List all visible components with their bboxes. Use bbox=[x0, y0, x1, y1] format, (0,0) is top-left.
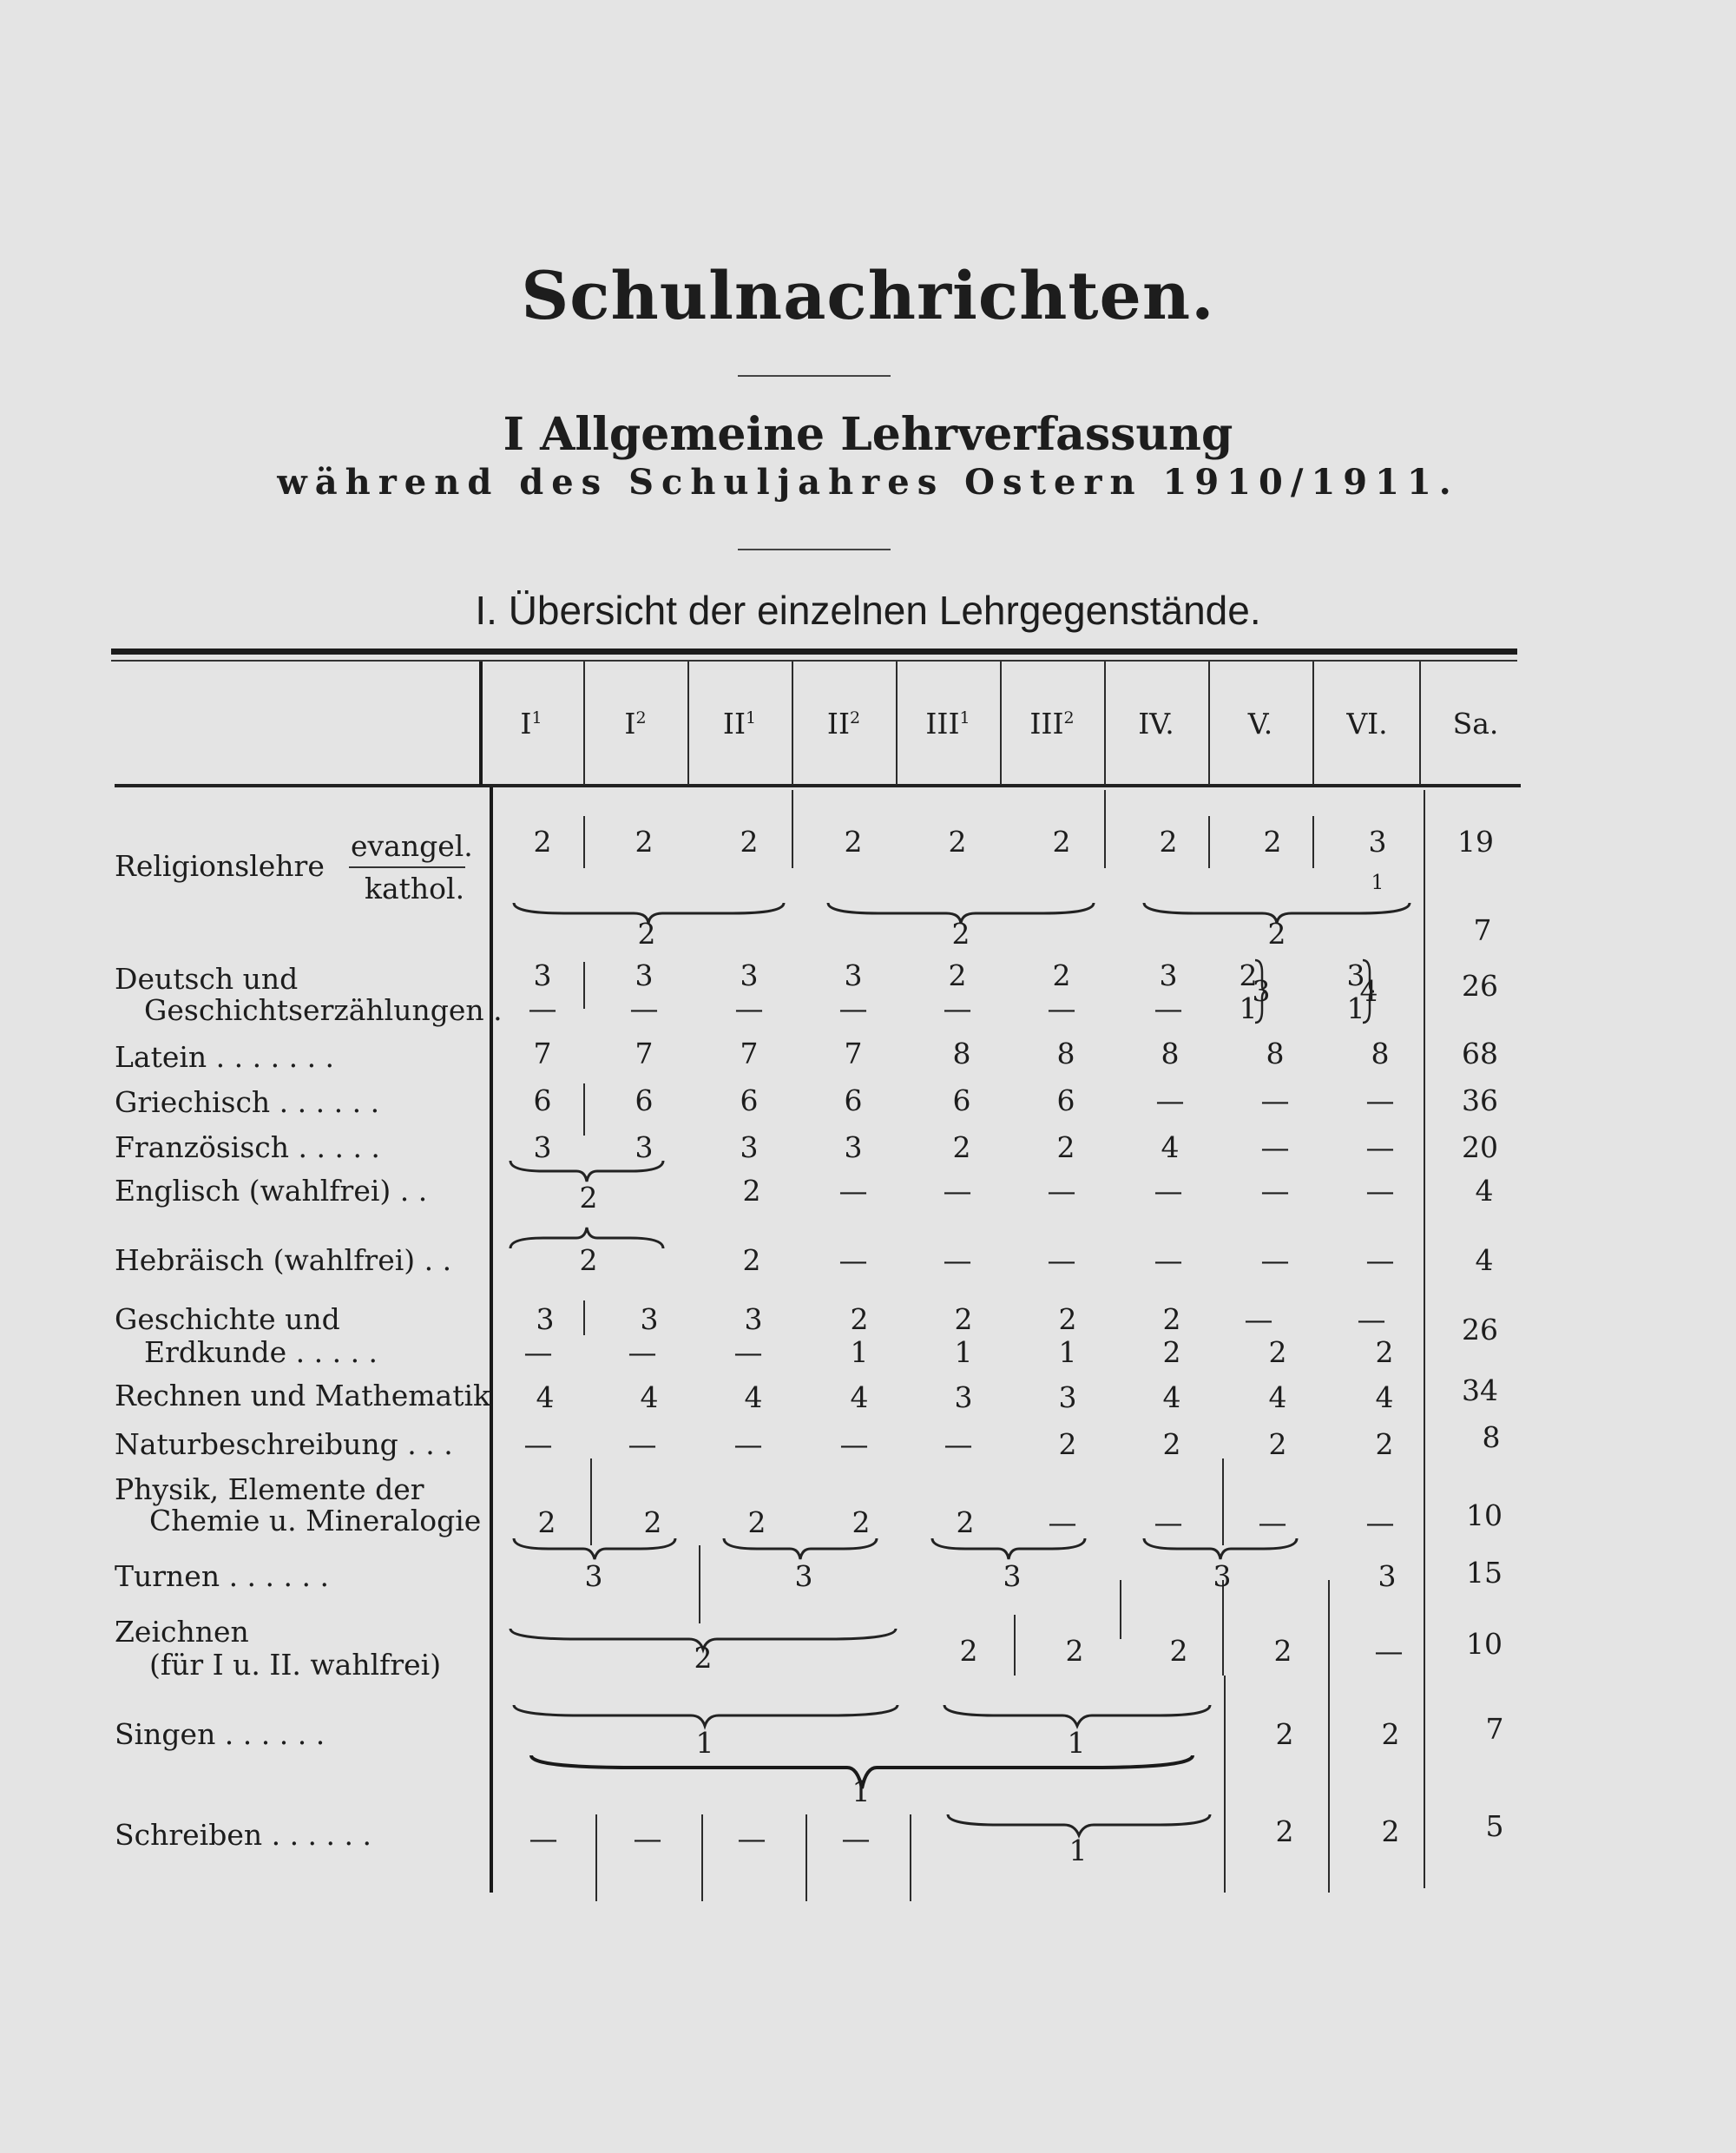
label-natur: Naturbeschreibung . . . bbox=[115, 1427, 453, 1461]
cell-hebraeisch: 2 bbox=[579, 1243, 598, 1277]
cell-englisch: — bbox=[943, 1174, 972, 1208]
cell-franzoesisch: 4 bbox=[1161, 1130, 1180, 1164]
cell-rechnen: 4 bbox=[1375, 1380, 1394, 1414]
cell-deutsch: 3 bbox=[635, 958, 654, 992]
label-deutsch-1: Deutsch und bbox=[115, 962, 299, 996]
label-hebraeisch: Hebräisch (wahlfrei) . . bbox=[115, 1243, 452, 1277]
cell-latein: 8 bbox=[1371, 1037, 1390, 1070]
cell-deutsch: 2 bbox=[1052, 958, 1071, 992]
cell-natur: — bbox=[839, 1427, 869, 1461]
cell-franzoesisch: 3 bbox=[740, 1130, 759, 1164]
cell-deutsch: 3 bbox=[1159, 958, 1178, 992]
cell-religion-ev: 2 bbox=[948, 825, 967, 859]
col-divider bbox=[583, 1300, 585, 1335]
cell-singen: 1 bbox=[695, 1726, 714, 1760]
label-turnen: Turnen . . . . . . bbox=[115, 1559, 329, 1593]
cell-physik: — bbox=[1048, 1505, 1077, 1539]
cell-zeichnen: 2 bbox=[959, 1634, 978, 1668]
cell-geschichte-b: 1 bbox=[954, 1335, 973, 1369]
cell-geschichte-b: 2 bbox=[1375, 1335, 1394, 1369]
col-divider bbox=[1312, 816, 1314, 868]
cell-natur: 2 bbox=[1162, 1427, 1181, 1461]
cell-deutsch: 2 bbox=[1239, 958, 1258, 992]
label-franzoesisch: Französisch . . . . . bbox=[115, 1130, 380, 1164]
cell-griechisch: 6 bbox=[740, 1083, 759, 1117]
label-zeichnen-1: Zeichnen bbox=[115, 1615, 249, 1649]
cell-rechnen: 4 bbox=[1268, 1380, 1287, 1414]
col-divider bbox=[910, 1814, 911, 1901]
cell-schreiben: — bbox=[737, 1821, 766, 1855]
cell-geschichte-b: — bbox=[523, 1335, 553, 1369]
cell-singen: 2 bbox=[1381, 1717, 1400, 1751]
col-header-I2: $I^2$ bbox=[624, 707, 647, 741]
cell-natur: — bbox=[944, 1427, 973, 1461]
label-physik-1: Physik, Elemente der bbox=[115, 1472, 424, 1506]
cell-hebraeisch: — bbox=[1365, 1243, 1395, 1277]
cell-religion-ev-sum: 19 bbox=[1457, 825, 1494, 859]
cell-griechisch: 6 bbox=[533, 1083, 552, 1117]
table-header-rule bbox=[115, 784, 1521, 787]
cell-englisch-sum: 4 bbox=[1475, 1174, 1494, 1208]
cell-zeichnen: 2 bbox=[1273, 1634, 1292, 1668]
cell-physik: 2 bbox=[747, 1505, 766, 1539]
cell-deutsch: 3 bbox=[740, 958, 759, 992]
col-divider bbox=[792, 790, 793, 868]
cell-franzoesisch: 3 bbox=[844, 1130, 863, 1164]
cell-physik: — bbox=[1365, 1505, 1395, 1539]
cell-natur: 2 bbox=[1268, 1427, 1287, 1461]
cell-deutsch-b: 1 bbox=[1239, 991, 1258, 1025]
label-physik-2: Chemie u. Mineralogie bbox=[149, 1504, 482, 1537]
col-divider bbox=[583, 962, 585, 1009]
col-divider bbox=[1328, 1676, 1330, 1893]
cell-zeichnen: — bbox=[1374, 1634, 1404, 1668]
label-zeichnen-2: (für I u. II. wahlfrei) bbox=[149, 1648, 442, 1682]
col-header-II1: $II^1$ bbox=[722, 707, 757, 741]
table-top-rule-thin bbox=[111, 660, 1517, 662]
cell-natur: 2 bbox=[1375, 1427, 1394, 1461]
cell-zeichnen: 2 bbox=[1169, 1634, 1188, 1668]
cell-deutsch-b: 1 bbox=[1346, 991, 1365, 1025]
cell-englisch: 2 bbox=[579, 1181, 598, 1215]
cell-griechisch: — bbox=[1155, 1083, 1185, 1117]
cell-rechnen: 4 bbox=[640, 1380, 659, 1414]
cell-deutsch-merge: 3 bbox=[1252, 974, 1271, 1008]
header-col-divider bbox=[1312, 662, 1314, 785]
cell-latein: 8 bbox=[1161, 1037, 1180, 1070]
cell-physik: 2 bbox=[643, 1505, 662, 1539]
cell-hebraeisch: — bbox=[1047, 1243, 1076, 1277]
cell-deutsch-b: — bbox=[629, 991, 659, 1025]
cell-schreiben: 1 bbox=[1069, 1834, 1088, 1867]
label-englisch: Englisch (wahlfrei) . . bbox=[115, 1174, 428, 1208]
cell-geschichte: 2 bbox=[1162, 1302, 1181, 1336]
cell-religion-ev: 2 bbox=[1052, 825, 1071, 859]
col-divider bbox=[595, 1814, 597, 1901]
cell-religion-ev: 3 bbox=[1368, 825, 1387, 859]
subheading-separator bbox=[738, 549, 891, 550]
cell-deutsch-b: — bbox=[1047, 991, 1076, 1025]
cell-griechisch: — bbox=[1260, 1083, 1290, 1117]
col-header-VI: VI. bbox=[1346, 707, 1388, 741]
cell-hebraeisch: — bbox=[943, 1243, 972, 1277]
cell-turnen: 3 bbox=[584, 1559, 603, 1593]
section-subheading: während des Schuljahres Ostern 1910/1911. bbox=[277, 462, 1459, 503]
cell-religion-kath-sum: 7 bbox=[1473, 913, 1492, 947]
cell-franzoesisch: 3 bbox=[533, 1130, 552, 1164]
cell-latein: 7 bbox=[635, 1037, 654, 1070]
cell-englisch: — bbox=[1365, 1174, 1395, 1208]
page-title: Schulnachrichten. bbox=[521, 257, 1215, 334]
cell-latein: 8 bbox=[1266, 1037, 1285, 1070]
cell-natur: — bbox=[523, 1427, 553, 1461]
cell-hebraeisch: 2 bbox=[742, 1243, 761, 1277]
label-schreiben: Schreiben . . . . . . bbox=[115, 1818, 372, 1852]
cell-geschichte: 3 bbox=[640, 1302, 659, 1336]
cell-geschichte: 2 bbox=[1058, 1302, 1077, 1336]
cell-geschichte-b: — bbox=[733, 1335, 763, 1369]
label-deutsch-2: Geschichtserzählungen . bbox=[144, 993, 503, 1027]
cell-geschichte: 3 bbox=[744, 1302, 763, 1336]
cell-deutsch-merge: 4 bbox=[1359, 974, 1378, 1008]
cell-deutsch-b: — bbox=[943, 991, 972, 1025]
cell-latein: 7 bbox=[844, 1037, 863, 1070]
cell-turnen: 3 bbox=[1378, 1559, 1397, 1593]
cell-schreiben: — bbox=[841, 1821, 871, 1855]
table-top-rule bbox=[111, 649, 1517, 655]
col-header-Sa: Sa. bbox=[1452, 707, 1499, 741]
cell-englisch: — bbox=[838, 1174, 868, 1208]
cell-geschichte-b: 2 bbox=[1162, 1335, 1181, 1369]
cell-latein: 7 bbox=[740, 1037, 759, 1070]
cell-turnen: 3 bbox=[1003, 1559, 1022, 1593]
col-divider bbox=[590, 1458, 592, 1545]
cell-physik: 2 bbox=[852, 1505, 871, 1539]
cell-geschichte: — bbox=[1357, 1302, 1386, 1336]
col-header-III2: III$^2$ bbox=[1029, 707, 1075, 741]
cell-schreiben: 2 bbox=[1381, 1814, 1400, 1848]
cell-geschichte: 2 bbox=[850, 1302, 869, 1336]
cell-schreiben: — bbox=[529, 1821, 558, 1855]
cell-rechnen: 4 bbox=[850, 1380, 869, 1414]
cell-franzoesisch: 2 bbox=[1056, 1130, 1075, 1164]
col-divider bbox=[583, 816, 585, 868]
col-divider bbox=[583, 1083, 585, 1136]
cell-geschichte-b: 2 bbox=[1268, 1335, 1287, 1369]
cell-griechisch: 6 bbox=[635, 1083, 654, 1117]
cell-englisch: — bbox=[1154, 1174, 1183, 1208]
cell-singen-combined: 1 bbox=[852, 1774, 871, 1808]
cell-religion-ev: 2 bbox=[1159, 825, 1178, 859]
cell-griechisch: 6 bbox=[1056, 1083, 1075, 1117]
cell-natur: — bbox=[628, 1427, 657, 1461]
col-divider bbox=[1328, 1580, 1330, 1676]
cell-griechisch-sum: 36 bbox=[1462, 1083, 1498, 1117]
cell-religion-kath-group: 2 bbox=[637, 917, 656, 951]
cell-religion-ev: 2 bbox=[844, 825, 863, 859]
cell-physik: — bbox=[1258, 1505, 1287, 1539]
label-column-divider bbox=[490, 787, 493, 1893]
cell-griechisch: 6 bbox=[952, 1083, 971, 1117]
cell-religion-ev: 2 bbox=[635, 825, 654, 859]
col-divider bbox=[1104, 790, 1106, 868]
cell-religion-kath-group: 2 bbox=[1267, 917, 1286, 951]
cell-geschichte-b: 1 bbox=[850, 1335, 869, 1369]
cell-deutsch-b: — bbox=[734, 991, 764, 1025]
cell-turnen: 3 bbox=[794, 1559, 813, 1593]
col-header-I1: $I^1$ bbox=[520, 707, 542, 741]
cell-geschichte: 2 bbox=[954, 1302, 973, 1336]
cell-rechnen-sum: 34 bbox=[1462, 1373, 1498, 1407]
cell-singen: 2 bbox=[1275, 1717, 1294, 1751]
col-divider bbox=[806, 1814, 807, 1901]
cell-religion-kath-group: 2 bbox=[951, 917, 970, 951]
cell-physik: 2 bbox=[537, 1505, 556, 1539]
label-religion: Religionslehre bbox=[115, 849, 325, 883]
cell-englisch: — bbox=[1260, 1174, 1290, 1208]
cell-latein: 8 bbox=[1056, 1037, 1075, 1070]
col-divider bbox=[1014, 1615, 1016, 1676]
cell-turnen-sum: 15 bbox=[1466, 1556, 1503, 1590]
label-singen: Singen . . . . . . bbox=[115, 1717, 326, 1751]
cell-franzoesisch-sum: 20 bbox=[1462, 1130, 1498, 1164]
cell-deutsch-b: — bbox=[1154, 991, 1183, 1025]
cell-englisch: 2 bbox=[742, 1174, 761, 1208]
cell-geschichte: — bbox=[1244, 1302, 1273, 1336]
col-divider bbox=[701, 1814, 703, 1901]
table-heading: I. Übersicht der einzelnen Lehrgegenstände. bbox=[475, 588, 1261, 633]
cell-religion-kath-vi: 1 bbox=[1371, 872, 1384, 894]
title-separator bbox=[738, 375, 891, 377]
label-geschichte-1: Geschichte und bbox=[115, 1302, 340, 1336]
cell-geschichte-sum: 26 bbox=[1462, 1313, 1498, 1346]
col-header-III1: III$^1$ bbox=[925, 707, 970, 741]
cell-deutsch: 3 bbox=[533, 958, 552, 992]
cell-schreiben: 2 bbox=[1275, 1814, 1294, 1848]
col-divider bbox=[699, 1545, 700, 1623]
cell-singen: 1 bbox=[1067, 1726, 1086, 1760]
cell-schreiben: — bbox=[633, 1821, 662, 1855]
cell-rechnen: 4 bbox=[744, 1380, 763, 1414]
cell-hebraeisch-sum: 4 bbox=[1475, 1243, 1494, 1277]
cell-singen-sum: 7 bbox=[1485, 1712, 1504, 1746]
col-header-V: V. bbox=[1247, 707, 1273, 741]
cell-zeichnen-sum: 10 bbox=[1466, 1627, 1503, 1661]
cell-physik: — bbox=[1154, 1505, 1183, 1539]
label-kathol: kathol. bbox=[365, 872, 465, 905]
cell-franzoesisch: 3 bbox=[635, 1130, 654, 1164]
cell-deutsch-b: — bbox=[838, 991, 868, 1025]
col-header-II2: $II^2$ bbox=[826, 707, 861, 741]
section-heading: I Allgemeine Lehrverfassung bbox=[503, 408, 1233, 461]
cell-geschichte-b: 1 bbox=[1058, 1335, 1077, 1369]
cell-deutsch: 3 bbox=[1346, 958, 1365, 992]
cell-physik-sum: 10 bbox=[1466, 1498, 1503, 1532]
cell-latein: 7 bbox=[533, 1037, 552, 1070]
label-griechisch: Griechisch . . . . . . bbox=[115, 1085, 380, 1119]
cell-franzoesisch: — bbox=[1365, 1130, 1395, 1164]
cell-natur-sum: 8 bbox=[1482, 1420, 1501, 1454]
cell-hebraeisch: — bbox=[1260, 1243, 1290, 1277]
cell-zeichnen: 2 bbox=[694, 1641, 713, 1675]
cell-griechisch: — bbox=[1365, 1083, 1395, 1117]
cell-rechnen: 3 bbox=[1058, 1380, 1077, 1414]
cell-natur: 2 bbox=[1058, 1427, 1077, 1461]
col-divider bbox=[1208, 816, 1210, 868]
cell-griechisch: 6 bbox=[844, 1083, 863, 1117]
cell-geschichte: 3 bbox=[536, 1302, 555, 1336]
col-divider bbox=[1224, 1676, 1226, 1893]
cell-geschichte-b: — bbox=[628, 1335, 657, 1369]
col-divider bbox=[1120, 1580, 1121, 1639]
cell-franzoesisch: 2 bbox=[952, 1130, 971, 1164]
label-rechnen: Rechnen und Mathematik bbox=[115, 1379, 491, 1412]
cell-englisch: — bbox=[1047, 1174, 1076, 1208]
cell-religion-ev: 2 bbox=[740, 825, 759, 859]
label-evangel: evangel. bbox=[351, 829, 473, 863]
religion-fraction-bar bbox=[349, 866, 465, 868]
cell-rechnen: 4 bbox=[1162, 1380, 1181, 1414]
cell-deutsch: 2 bbox=[948, 958, 967, 992]
label-geschichte-2: Erdkunde . . . . . bbox=[144, 1335, 378, 1369]
cell-hebraeisch: — bbox=[838, 1243, 868, 1277]
cell-hebraeisch: — bbox=[1154, 1243, 1183, 1277]
cell-rechnen: 3 bbox=[954, 1380, 973, 1414]
header-col-divider bbox=[1419, 662, 1421, 785]
label-latein: Latein . . . . . . . bbox=[115, 1040, 335, 1074]
cell-latein: 8 bbox=[952, 1037, 971, 1070]
col-header-IV: IV. bbox=[1138, 707, 1174, 741]
cell-religion-ev: 2 bbox=[533, 825, 552, 859]
cell-schreiben-sum: 5 bbox=[1485, 1809, 1504, 1843]
cell-natur: — bbox=[733, 1427, 763, 1461]
col-divider bbox=[1222, 1580, 1224, 1676]
col-divider bbox=[1222, 1458, 1224, 1545]
cell-physik: 2 bbox=[956, 1505, 975, 1539]
cell-zeichnen: 2 bbox=[1065, 1634, 1084, 1668]
cell-franzoesisch: — bbox=[1260, 1130, 1290, 1164]
cell-religion-ev: 2 bbox=[1263, 825, 1282, 859]
cell-rechnen: 4 bbox=[536, 1380, 555, 1414]
cell-turnen: 3 bbox=[1213, 1559, 1232, 1593]
cell-deutsch-b: — bbox=[528, 991, 557, 1025]
cell-deutsch-sum: 26 bbox=[1462, 969, 1498, 1003]
cell-deutsch: 3 bbox=[844, 958, 863, 992]
cell-latein-sum: 68 bbox=[1462, 1037, 1498, 1070]
